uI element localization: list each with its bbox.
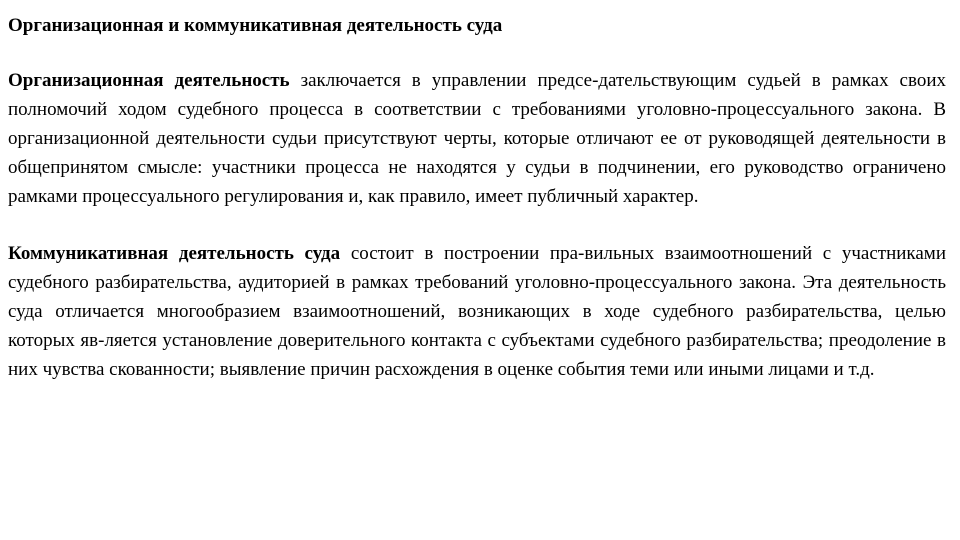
term-communicative: Коммуникативная деятельность суда	[8, 243, 341, 264]
paragraph-communicative	[8, 239, 946, 384]
paragraph-communicative-text: состоит в построении пра-вильных взаимоотношений с участниками судебного разбирательства, аудиторией в рамках требований уголовно-процессуального закона. Эта деятельность суда отличается многообразием взаимоотношений, возникающих в ходе судебного разбирательства, целью которых яв-ляется установление доверительного контакта с субъектами судебного разбирательства; преодоление в них чувства скованности; выявление причин расхождения в оценке события теми или иными лицами и т.д.	[8, 243, 947, 380]
term-organizational: Организационная деятельность	[8, 70, 290, 91]
slide-content	[8, 14, 946, 384]
paragraph-organizational-text: заключается в управлении предсе-дательствующим судьей в рамках своих полномочий ходом судебного процесса в соответствии с требованиями уголовно-процессуального закона. В организационной деятельности судьи присутствуют черты, которые отличают ее от руководящей деятельности в общепринятом смысле: участники процесса не находятся у судьи в подчинении, его руководство ограничено рамками процессуального регулирования и, как правило, имеет публичный характер.	[8, 70, 946, 207]
paragraph-organizational	[8, 66, 946, 211]
slide-title: Организационная и коммуникативная деятельность суда	[8, 15, 503, 36]
